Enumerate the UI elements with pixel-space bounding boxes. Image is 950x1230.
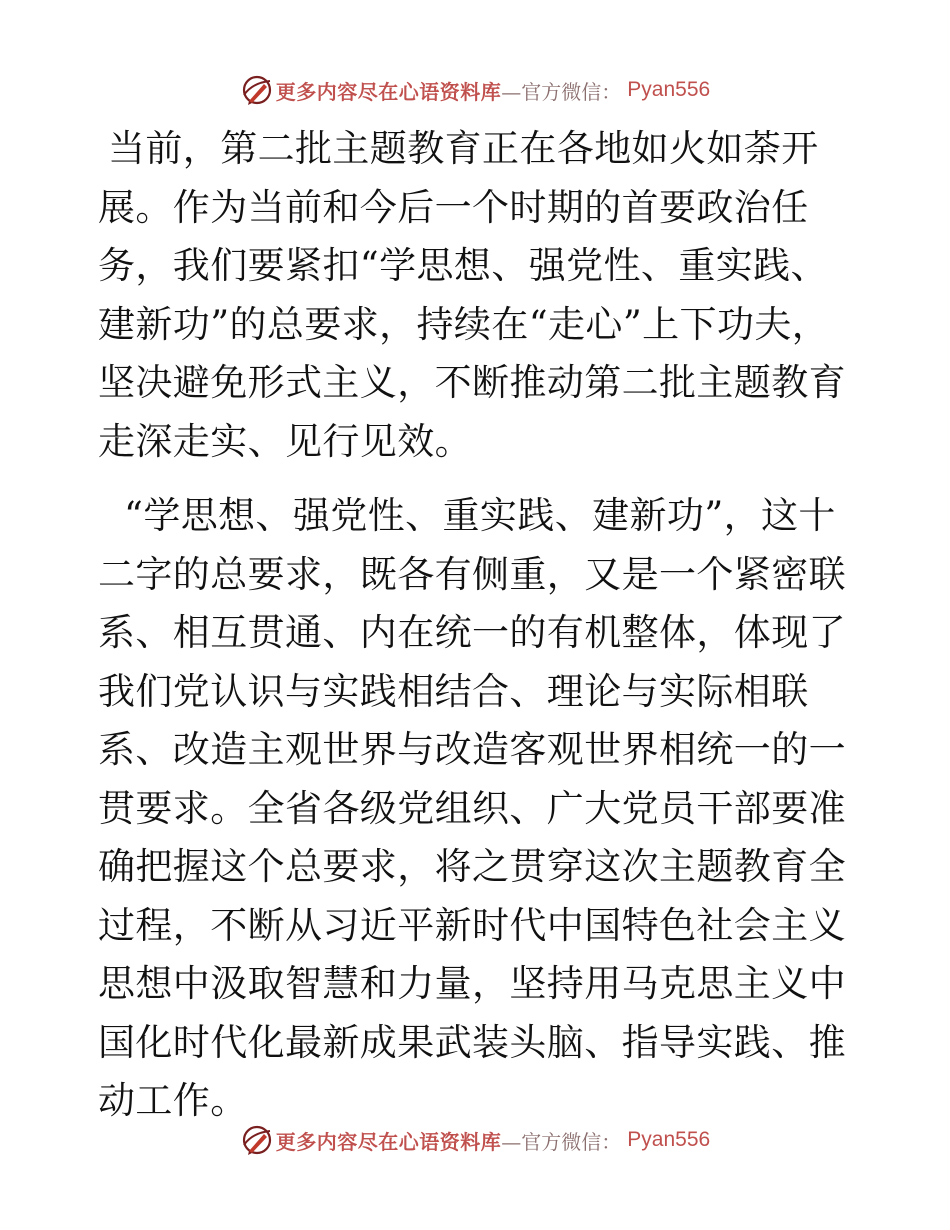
paragraph-2: “学思想、强党性、重实践、建新功”，这十二字的总要求，既各有侧重，又是一个紧密联系、相互贯通、内在统一的有机整体，体现了我们党认识与实践相结合、理论与实际相联系、改造主观世界与改造客观世界相统一的一贯要求。全省各级党组织、广大党员干部要准确把握这个总要求，将之贯穿这次主题教育全过程，不断从习近平新时代中国特色社会主义思想中汲取智慧和力量，坚持用马克思主义中国化时代化最新成果武装头脑、指导实践、推动工作。: [98, 494, 846, 1122]
site-name-text: 更多内容尽在心语资料库: [275, 79, 502, 104]
wechat-id-text: Pyan556: [627, 78, 711, 101]
header-watermark-banner: [0, 70, 950, 110]
footer-watermark-banner: [0, 1120, 950, 1160]
official-wechat-label: —官方微信：: [501, 1129, 622, 1154]
pen-logo-icon: [240, 73, 274, 107]
site-name-text: 更多内容尽在心语资料库: [275, 1129, 502, 1154]
wechat-id-text: Pyan556: [627, 1128, 711, 1151]
pen-logo-icon: [240, 1123, 274, 1157]
document-body: [98, 120, 858, 1131]
official-wechat-label: —官方微信：: [501, 79, 622, 104]
paragraph-1: 当前，第二批主题教育正在各地如火如荼开展。作为当前和今后一个时期的首要政治任务，我们要紧扣“学思想、强党性、重实践、建新功”的总要求，持续在“走心”上下功夫，坚决避免形式主义，不断推动第二批主题教育走深走实、见行见效。: [98, 127, 846, 463]
